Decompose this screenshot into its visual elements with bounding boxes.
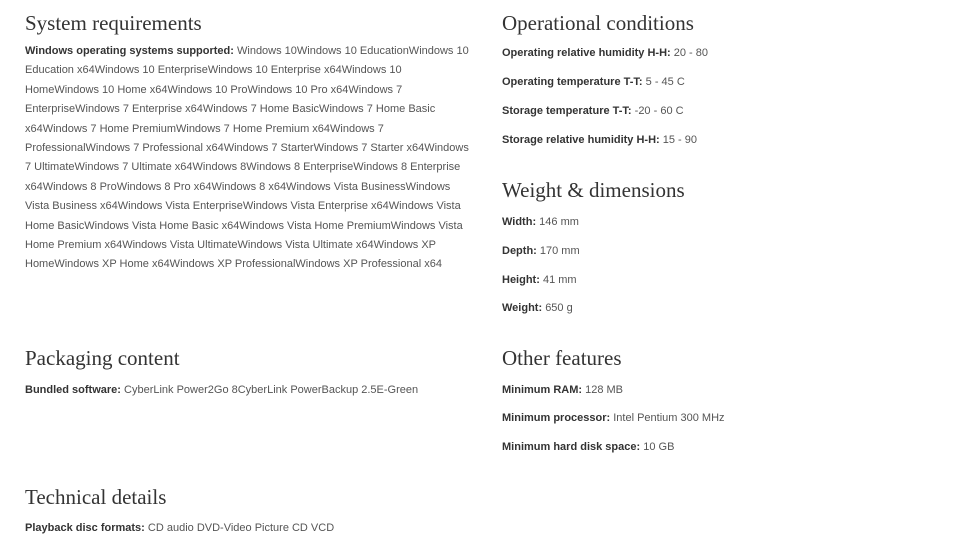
spec-row [502,440,674,454]
spec-label: Playback disc formats: [25,522,145,534]
spec-label: Weight: [502,302,543,314]
os-supported-spec [25,42,477,275]
spec-value: 128 MB [585,384,624,396]
spec-label: Operating relative humidity H-H: [502,47,671,59]
system-requirements-section [25,11,477,275]
spec-value: 15 - 90 [662,134,698,146]
spec-row [502,215,579,229]
section-title: Operational conditions [502,11,694,35]
spec-label: Storage temperature T-T: [502,105,632,117]
other-features-section [502,346,942,453]
spec-row [502,411,725,425]
operational-conditions-section [502,11,942,146]
technical-details-section [25,485,477,534]
spec-label: Height: [502,274,540,286]
spec-row [502,244,580,258]
section-title: Packaging content [25,346,180,370]
spec-label: Minimum hard disk space: [502,441,641,453]
spec-value: Windows 10Windows 10 EducationWindows 10 Education x64Windows 10 EnterpriseWindows 10 Enterprise x64Windows 10 HomeWindows 10 Home x64Windows 10 ProWindows 10 Pro x64Windows 7 EnterpriseWindows 7 Enterprise x64Windows 7 Home BasicWindows 7 Home Basic x64Windows 7 Home PremiumWindows 7 Home Premium x64Windows 7 ProfessionalWindows 7 Professional x64Windows 7 StarterWindows 7 Starter x64Windows 7 UltimateWindows 7 Ultimate x64Windows 8Windows 8 EnterpriseWindows 8 Enterprise x64Windows 8 ProWindows 8 Pro x64Windows 8 x64Windows Vista BusinessWindows Vista Business x64Windows Vista EnterpriseWindows Vista Enterprise x64Windows Vista Home BasicWindows Vista Home Basic x64Windows Vista Home PremiumWindows Vista Home Premium x64Windows Vista UltimateWindows Vista Ultimate x64Windows XP HomeWindows XP Home x64Windows XP ProfessionalWindows XP Professional x64 [25,45,469,271]
spec-value: 650 g [545,302,573,314]
section-title: System requirements [25,11,202,35]
weight-dimensions-section [502,178,942,314]
spec-label: Operating temperature T-T: [502,76,643,88]
section-title: Weight & dimensions [502,178,685,202]
spec-value: CD audio DVD-Video Picture CD VCD [147,522,335,534]
spec-value: 20 - 80 [673,47,709,59]
section-title: Other features [502,346,622,370]
spec-value: 146 mm [539,216,579,228]
spec-value: 10 GB [643,441,675,453]
spec-row [25,521,334,535]
spec-row [502,301,573,315]
spec-row [502,75,685,89]
spec-label: Windows operating systems supported: [25,45,234,57]
spec-value: CyberLink Power2Go 8CyberLink PowerBackup 2.5E-Green [124,384,419,396]
spec-label: Minimum RAM: [502,384,583,396]
spec-label: Storage relative humidity H-H: [502,134,660,146]
spec-row [502,383,623,397]
spec-value: 5 - 45 C [645,76,685,88]
spec-value: Intel Pentium 300 MHz [613,412,725,424]
spec-row [502,46,708,60]
spec-value: 41 mm [542,274,577,286]
packaging-content-section [25,346,477,396]
spec-label: Depth: [502,245,537,257]
section-title: Technical details [25,485,167,509]
spec-label: Minimum processor: [502,412,611,424]
spec-label: Width: [502,216,537,228]
spec-row [502,133,697,147]
spec-row [502,104,684,118]
spec-value: -20 - 60 C [634,105,684,117]
spec-value: 170 mm [539,245,580,257]
spec-label: Bundled software: [25,384,121,396]
spec-row [25,383,418,397]
spec-row [502,273,577,287]
